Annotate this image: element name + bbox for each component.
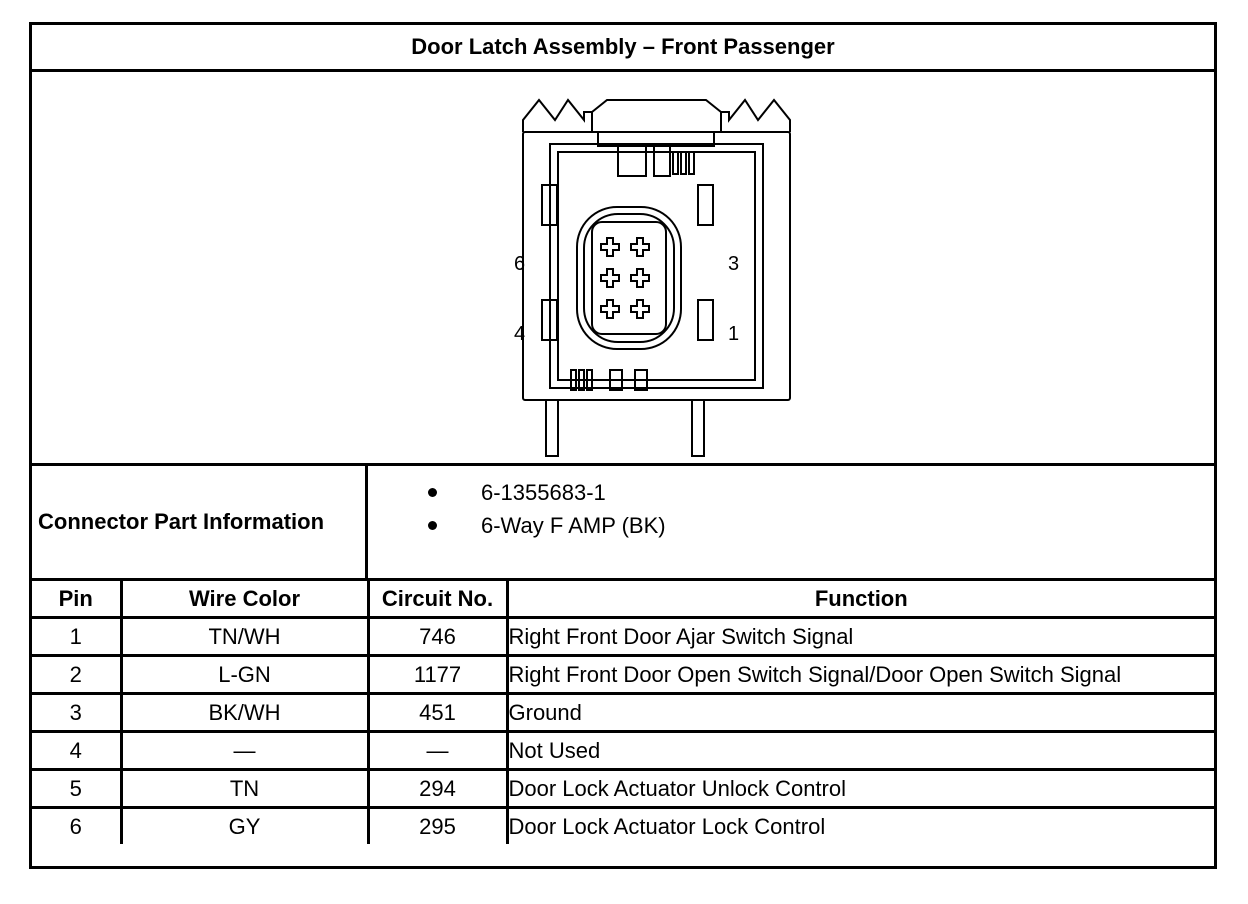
pin-cell: 5 — [32, 770, 121, 808]
part-number: 6-1355683-1 — [481, 479, 606, 505]
function-cell: Ground — [507, 694, 1214, 732]
connector-part-list — [371, 476, 666, 542]
pin-cell: 6 — [32, 808, 121, 845]
function-cell: Not Used — [507, 732, 1214, 770]
wire-color-cell: TN/WH — [121, 618, 368, 656]
bullet-icon — [428, 521, 437, 530]
pin-label-3: 3 — [728, 253, 740, 275]
table-row — [32, 770, 1214, 808]
connector-part-information-label: Connector Part Information — [32, 466, 368, 578]
connector-sheet — [29, 22, 1217, 869]
table-row — [32, 808, 1214, 845]
column-header-circuit-no: Circuit No. — [368, 581, 507, 618]
wire-color-cell: GY — [121, 808, 368, 845]
list-item — [371, 509, 666, 542]
wire-color-cell: BK/WH — [121, 694, 368, 732]
pin-cell: 3 — [32, 694, 121, 732]
wire-color-cell: L-GN — [121, 656, 368, 694]
wire-color-cell: — — [121, 732, 368, 770]
circuit-cell: 295 — [368, 808, 507, 845]
list-item — [371, 476, 666, 509]
circuit-cell: 294 — [368, 770, 507, 808]
function-cell: Right Front Door Open Switch Signal/Door Open Switch Signal — [507, 656, 1214, 694]
pin-cell: 4 — [32, 732, 121, 770]
table-row — [32, 656, 1214, 694]
table-header-row — [32, 581, 1214, 618]
connector-type: 6-Way F AMP (BK) — [481, 512, 666, 538]
circuit-cell: — — [368, 732, 507, 770]
connector-diagram — [32, 72, 1214, 466]
function-cell: Door Lock Actuator Lock Control — [507, 808, 1214, 845]
connector-drawing — [32, 72, 1214, 463]
pin-label-4: 4 — [514, 323, 526, 345]
page-title: Door Latch Assembly – Front Passenger — [32, 25, 1214, 72]
connector-part-information — [32, 466, 1214, 581]
table-row — [32, 694, 1214, 732]
function-cell: Door Lock Actuator Unlock Control — [507, 770, 1214, 808]
circuit-cell: 1177 — [368, 656, 507, 694]
function-cell: Right Front Door Ajar Switch Signal — [507, 618, 1214, 656]
pin-cell: 1 — [32, 618, 121, 656]
table-row — [32, 732, 1214, 770]
circuit-cell: 746 — [368, 618, 507, 656]
bullet-icon — [428, 488, 437, 497]
table-row — [32, 618, 1214, 656]
column-header-pin: Pin — [32, 581, 121, 618]
pin-label-6: 6 — [514, 253, 526, 275]
column-header-function: Function — [507, 581, 1214, 618]
wire-color-cell: TN — [121, 770, 368, 808]
column-header-wire-color: Wire Color — [121, 581, 368, 618]
pinout-table — [32, 581, 1214, 844]
pin-label-1: 1 — [728, 323, 740, 345]
pin-cell: 2 — [32, 656, 121, 694]
circuit-cell: 451 — [368, 694, 507, 732]
